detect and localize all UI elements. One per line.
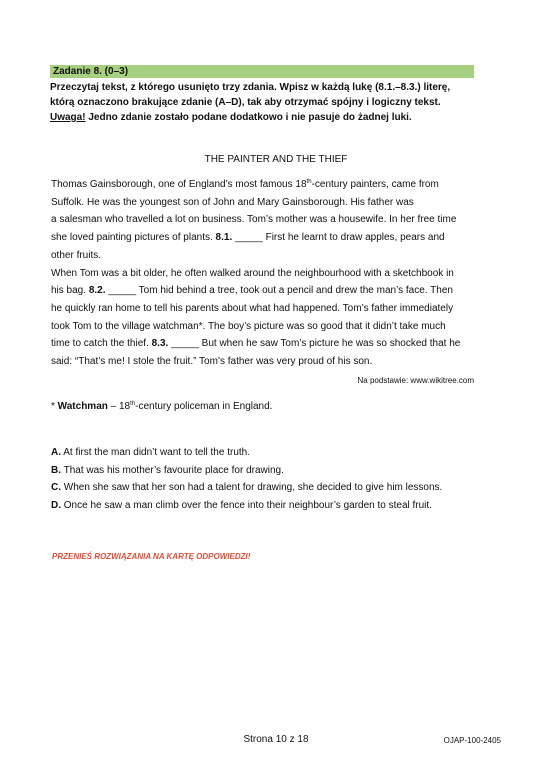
option-letter: B. xyxy=(51,464,61,476)
option-d xyxy=(51,497,491,515)
story-text-segment: _____ But when he saw Tom’s picture he was so shocked that he xyxy=(168,338,461,350)
story-line: took Tom to the village watchman*. The boy’s picture was so good that it didn’t take much xyxy=(51,320,446,332)
option-text: At first the man didn’t want to tell the truth. xyxy=(63,447,250,458)
transfer-answers-note: PRZENIEŚ ROZWIĄZANIA NA KARTĘ ODPOWIEDZI! xyxy=(52,552,251,561)
option-text: Once he saw a man climb over the fence into their neighbour’s garden to steal fruit. xyxy=(63,499,432,511)
superscript: th xyxy=(306,179,312,185)
story-text-segment: _____ First he learnt to draw apples, pears and xyxy=(232,232,445,244)
story-text-segment: time to catch the thief. xyxy=(51,338,152,350)
gap-label-8-1: 8.1. xyxy=(215,232,233,244)
story-text-segment: she loved painting pictures of plants. xyxy=(51,232,216,244)
option-letter: A. xyxy=(51,447,61,458)
footnote-text: – 18 xyxy=(107,401,131,412)
option-text: When she saw that her son had a talent for drawing, she decided to give him lessons. xyxy=(63,482,443,493)
source-note: Na podstawie: www.wikitree.com xyxy=(357,376,474,385)
story-line xyxy=(51,176,481,194)
option-letter: C. xyxy=(51,482,61,493)
story-title: THE PAINTER AND THE THIEF xyxy=(204,154,348,165)
story-text-segment: Thomas Gainsborough, one of England’s most famous 18 xyxy=(51,179,307,190)
footnote-star: * xyxy=(51,401,58,412)
task-title: Zadanie 8. (0–3) xyxy=(53,66,129,77)
warning-text: Jedno zdanie zostało podane dodatkowo i nie pasuje do żadnej luki. xyxy=(85,112,412,123)
story-line: a salesman who travelled a lot on business. Tom’s mother was a housewife. In her free time xyxy=(51,214,457,226)
gap-label-8-2: 8.2. xyxy=(88,285,106,297)
superscript: th xyxy=(130,401,136,407)
story-text-segment: -century painters, came from xyxy=(311,179,439,190)
exam-code: OJAP-100-2405 xyxy=(443,736,501,745)
footnote-text: -century policeman in England. xyxy=(135,401,273,412)
option-c xyxy=(51,479,491,497)
instruction-line-2: którą oznaczono brakujące zdanie (A–D), tak aby otrzymać spójny i logiczny tekst. xyxy=(50,97,441,108)
gap-label-8-3: 8.3. xyxy=(151,338,169,350)
story-line xyxy=(51,335,481,353)
warning-label: Uwaga! xyxy=(50,112,86,123)
instruction-line-1: Przeczytaj tekst, z którego usunięto trzy zdania. Wpisz w każdą lukę (8.1.–8.3.) literę, xyxy=(50,82,451,93)
story-line: other fruits. xyxy=(51,249,102,261)
story-text-segment: his bag. xyxy=(51,285,89,297)
option-a xyxy=(51,444,491,462)
story-line xyxy=(51,282,481,300)
footnote xyxy=(51,400,272,414)
story-text-segment: _____ Tom hid behind a tree, took out a pencil and drew the man’s face. Then xyxy=(105,285,453,297)
option-text: That was his mother’s favourite place for drawing. xyxy=(63,464,284,476)
option-b xyxy=(51,462,491,480)
story-line xyxy=(51,229,481,247)
story-line: When Tom was a bit older, he often walked around the neighbourhood with a sketchbook in xyxy=(51,267,454,279)
footnote-term: Watchman xyxy=(57,401,108,412)
story-line: he quickly ran home to tell his parents about what had happened. Tom’s father immediately xyxy=(51,302,454,314)
story-line: said: “That’s me! I stole the fruit.” Tom’s father was very proud of his son. xyxy=(51,356,373,368)
story-text xyxy=(51,176,481,371)
task-instructions xyxy=(50,80,480,125)
option-letter: D. xyxy=(51,499,61,511)
answer-options xyxy=(51,444,491,514)
page-number: Strona 10 z 18 xyxy=(243,734,309,745)
story-line: Suffolk. He was the youngest son of John and Mary Gainsborough. His father was xyxy=(51,196,414,208)
